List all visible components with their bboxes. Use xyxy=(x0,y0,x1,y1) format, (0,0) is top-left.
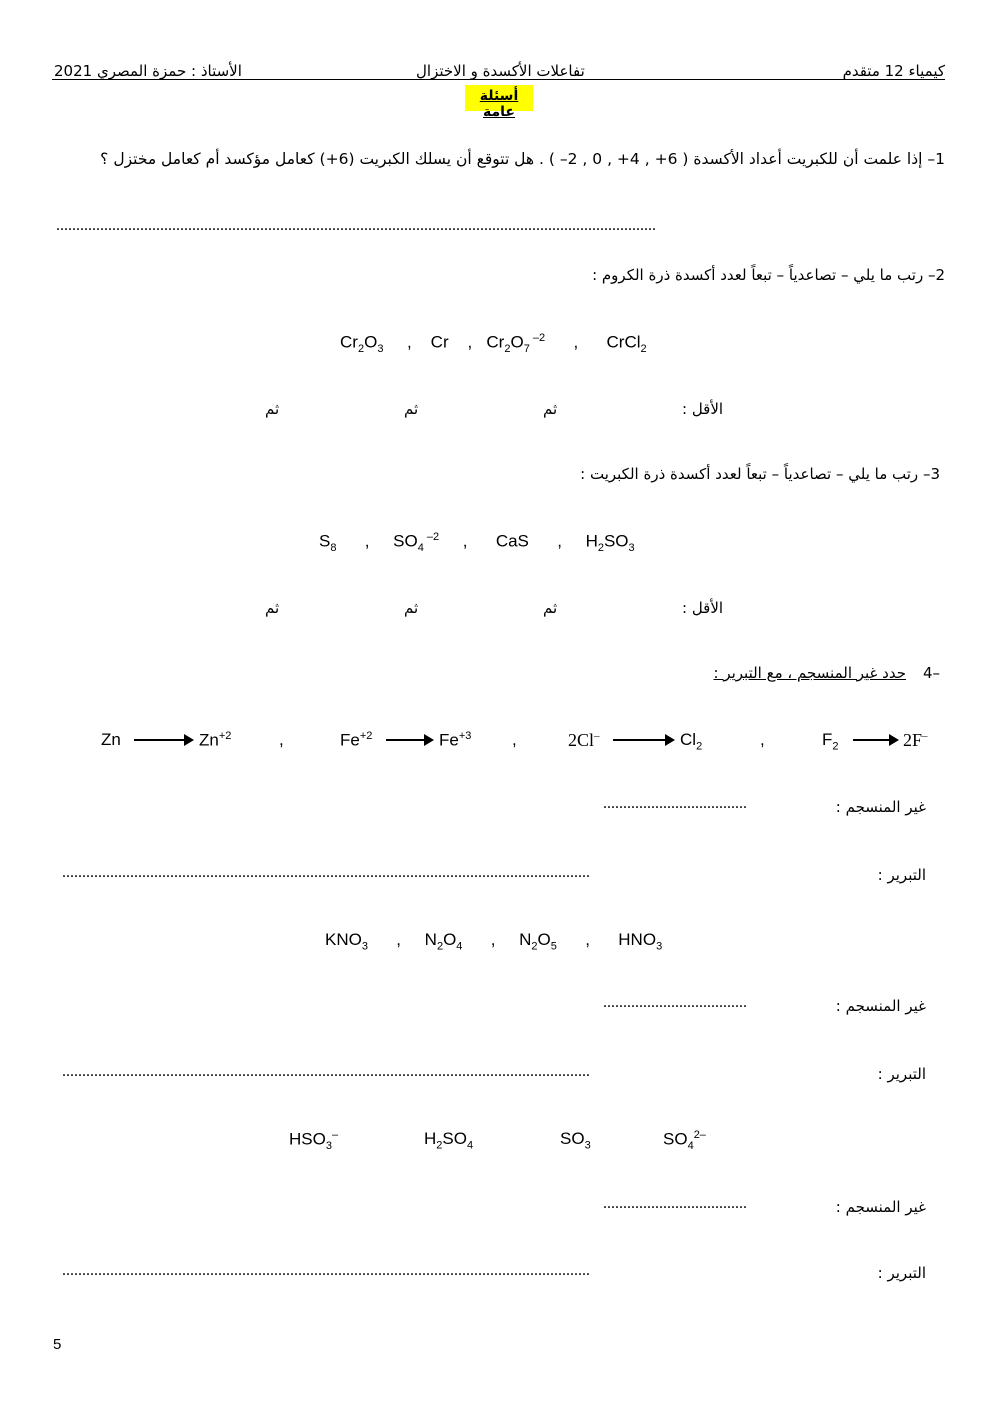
set1-odd-answer: .................................... xyxy=(603,795,747,812)
header-divider xyxy=(52,79,945,80)
set1-reason-label: التبرير : xyxy=(877,866,926,884)
question-3: 3– رتب ما يلي – تصاعدياً – تبعاً لعدد أكسدة ذرة الكبريت : xyxy=(580,465,940,483)
q2-then-3: ثم xyxy=(265,400,280,418)
reaction-arrow-1 xyxy=(134,739,192,741)
q3-then-3: ثم xyxy=(265,599,280,617)
set3-formula-h2so4: $H_2SO_4$ xyxy=(424,1129,474,1152)
fe-product-charge: +3 xyxy=(458,730,472,742)
header-course: كيمياء 12 متقدم xyxy=(842,62,945,80)
cl-product-symbol: Cl xyxy=(680,730,697,749)
question-1: 1– إذا علمت أن للكبريت أعداد الأكسدة ( 6+ , 4+ , 0 , 2– ) . هل تتوقع أن يسلك الكبريت (6+) كعامل مؤكسد أم كعامل مختزل ؟ xyxy=(100,150,945,168)
question-2: 2– رتب ما يلي – تصاعدياً – تبعاً لعدد أكسدة ذرة الكروم : xyxy=(592,266,945,284)
set1-reason-answer: .................................................................................................................................... xyxy=(62,864,590,881)
reaction-fe-reactant xyxy=(340,730,372,751)
cl-product-subscript: 2 xyxy=(696,740,703,753)
reaction-arrow-2 xyxy=(386,739,432,741)
comma-2: , xyxy=(512,730,517,749)
set2-formulas: $KNO_3$ , $N_2O_4$ , $N_2O_5$ , $HNO_3$ xyxy=(325,930,663,953)
question-4-number: 4– xyxy=(922,664,940,682)
reaction-cl-product xyxy=(680,730,702,752)
set2-odd-label: غير المنسجم : xyxy=(835,997,926,1015)
q3-then-2: ثم xyxy=(404,599,419,617)
f-reactant-subscript: 2 xyxy=(832,740,839,753)
q3-order-label: الأقل : xyxy=(682,599,724,617)
set2-odd-answer: .................................... xyxy=(603,994,747,1011)
set3-formula-hso3: $HSO_3^-$ xyxy=(289,1129,339,1153)
cl-reactant-charge: – xyxy=(594,730,600,742)
f-product-symbol: 2F xyxy=(903,730,923,750)
reaction-f-product xyxy=(903,730,928,751)
reaction-arrow-3 xyxy=(613,739,673,741)
q1-answer-line: ...................................................................................................................................................... xyxy=(56,217,656,234)
q2-then-2: ثم xyxy=(404,400,419,418)
f-reactant-symbol: F xyxy=(822,730,833,749)
zn-product-symbol: Zn xyxy=(199,730,219,750)
set1-odd-label: غير المنسجم : xyxy=(835,798,926,816)
q3-then-1: ثم xyxy=(543,599,558,617)
q2-formulas: $Cr_2O_3$ , Cr , $Cr_2O_7$ $^{-2}$ , CrCl$_2$ xyxy=(340,332,647,356)
cl-reactant-symbol: 2Cl xyxy=(568,730,595,750)
fe-reactant-charge: +2 xyxy=(359,730,373,742)
set3-odd-label: غير المنسجم : xyxy=(835,1198,926,1216)
set3-reason-answer: .................................................................................................................................... xyxy=(62,1262,590,1279)
reaction-f-reactant xyxy=(822,730,839,752)
q2-order-label: الأقل : xyxy=(682,400,724,418)
section-title: أسئلة عامة xyxy=(479,88,519,120)
set3-reason-label: التبرير : xyxy=(877,1264,926,1282)
header-teacher: الأستاذ : حمزة المصري 2021 xyxy=(54,62,242,80)
comma-1: , xyxy=(279,730,284,749)
q3-formulas: $S_8$ , $SO_4$ $^{-2}$ , CaS , $H_2SO_3$ xyxy=(319,531,635,555)
reaction-cl-reactant xyxy=(568,730,600,751)
reaction-zn-product xyxy=(199,730,231,751)
header-topic: تفاعلات الأكسدة و الاختزال xyxy=(416,62,585,80)
set3-odd-answer: .................................... xyxy=(603,1195,747,1212)
set3-formula-so3: $SO_3$ xyxy=(560,1129,591,1152)
reaction-arrow-4 xyxy=(853,739,897,741)
zn-product-charge: +2 xyxy=(218,730,232,742)
reaction-zn-reactant: Zn xyxy=(101,730,121,749)
f-product-charge: – xyxy=(922,730,928,742)
set2-reason-label: التبرير : xyxy=(877,1065,926,1083)
question-4: حدد غير المنسجم ، مع التبرير : xyxy=(713,664,906,682)
reaction-fe-product xyxy=(439,730,471,751)
fe-reactant-symbol: Fe xyxy=(340,730,360,750)
comma-3: , xyxy=(760,730,765,749)
set3-formula-so4: $SO_4^{2-}$ xyxy=(663,1129,706,1153)
fe-product-symbol: Fe xyxy=(439,730,459,750)
page-number: 5 xyxy=(53,1336,62,1353)
q2-then-1: ثم xyxy=(543,400,558,418)
set2-reason-answer: .................................................................................................................................... xyxy=(62,1063,590,1080)
